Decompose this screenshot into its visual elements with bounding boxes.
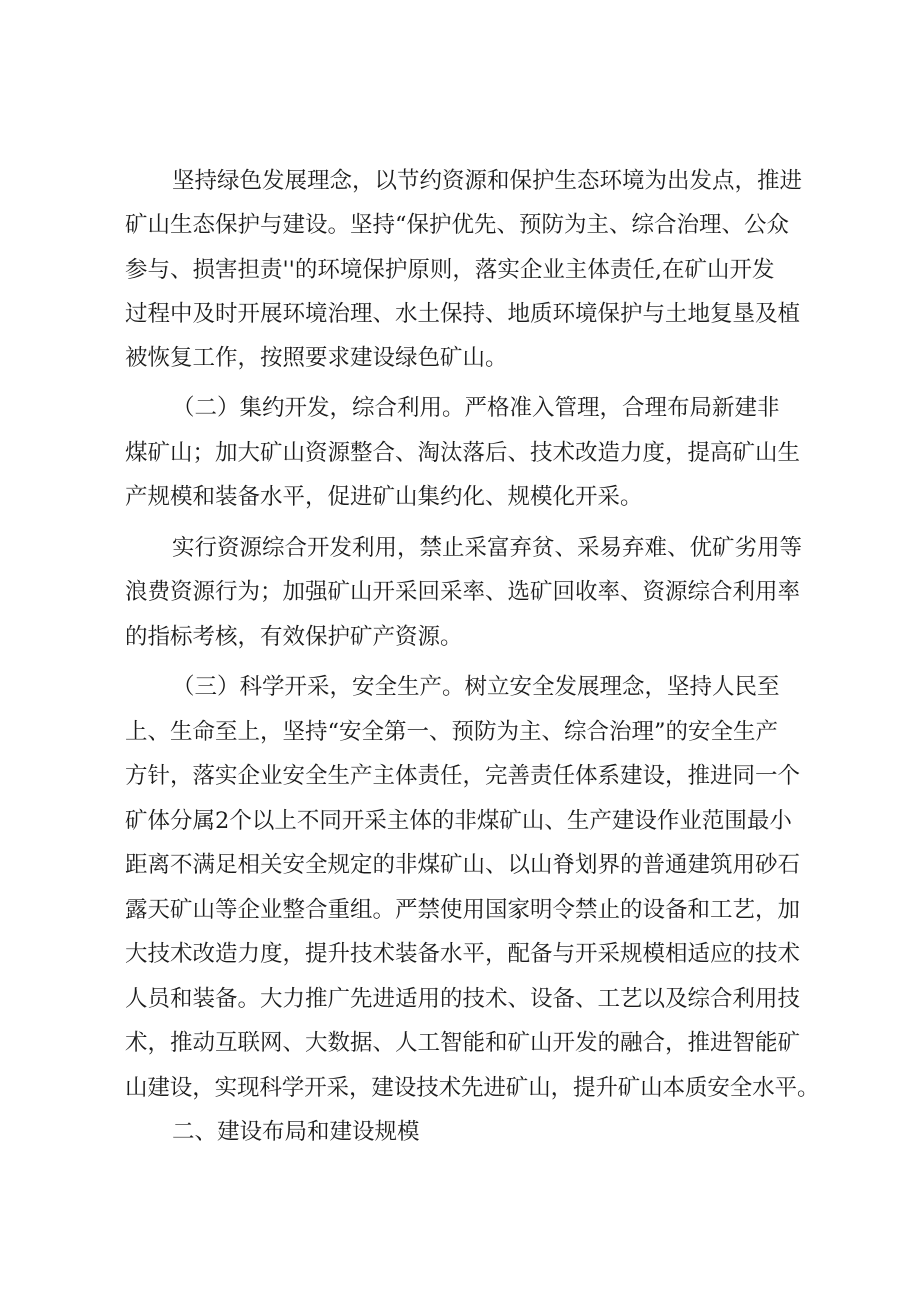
section-heading: 二、建设布局和建设规模 (172, 1119, 420, 1145)
paragraph-2-line-1: （二）集约开发，综合利用。严格准入管理，合理布局新建非 (172, 395, 780, 421)
paragraph-4-line-8: 人员和装备。大力推广先进适用的技术、设备、工艺以及综合利用技 (125, 986, 801, 1012)
paragraph-4-line-9: 术，推动互联网、大数据、人工智能和矿山开发的融合，推进智能矿 (125, 1030, 801, 1056)
paragraph-4-line-3: 方针，落实企业安全生产主体责任，完善责任体系建设，推进同一个 (125, 763, 801, 789)
paragraph-4-line-2: 上、生命至上，坚持“安全第一、预防为主、综合治理”的安全生产 (125, 719, 779, 745)
paragraph-1-line-4: 过程中及时开展环境治理、水土保持、地质环境保护与土地复垦及植 (125, 301, 801, 327)
paragraph-4-line-10: 山建设，实现科学开采，建设技术先进矿山，提升矿山本质安全水平。 (125, 1075, 820, 1101)
paragraph-2-line-2: 煤矿山；加大矿山资源整合、淘汰落后、技术改造力度，提高矿山生 (125, 440, 801, 466)
paragraph-4-line-5: 距离不满足相关安全规定的非煤矿山、以山脊划界的普通建筑用砂石 (125, 852, 801, 878)
paragraph-4-line-7: 大技术改造力度，提升技术装备水平，配备与开采规模相适应的技术 (125, 941, 801, 967)
paragraph-2-line-3: 产规模和装备水平，促进矿山集约化、规模化开采。 (125, 484, 643, 510)
paragraph-1-line-3: 参与、损害担责''的环境保护原则，落实企业主体责任,在矿山开发 (125, 257, 775, 283)
paragraph-1-line-1: 坚持绿色发展理念，以节约资源和保护生态环境为出发点，推进 (172, 168, 803, 194)
paragraph-3-line-2: 浪费资源行为；加强矿山开采回采率、选矿回收率、资源综合利用率 (125, 579, 801, 605)
paragraph-1-line-2: 矿山生态保护与建设。坚持“保护优先、预防为主、综合治理、公众 (125, 212, 790, 238)
paragraph-1-line-5: 被恢复工作，按照要求建设绿色矿山。 (125, 345, 508, 371)
paragraph-4-line-6: 露天矿山等企业整合重组。严禁使用国家明令禁止的设备和工艺，加 (125, 897, 801, 923)
paragraph-3-line-3: 的指标考核，有效保护矿产资源。 (125, 624, 463, 650)
paragraph-4-line-1: （三）科学开采，安全生产。树立安全发展理念，坚持人民至 (172, 674, 780, 700)
paragraph-3-line-1: 实行资源综合开发利用，禁止采富弃贫、采易弃难、优矿劣用等 (172, 535, 803, 561)
paragraph-4-line-4: 矿体分属2个以上不同开采主体的非煤矿山、生产建设作业范围最小 (125, 808, 792, 834)
